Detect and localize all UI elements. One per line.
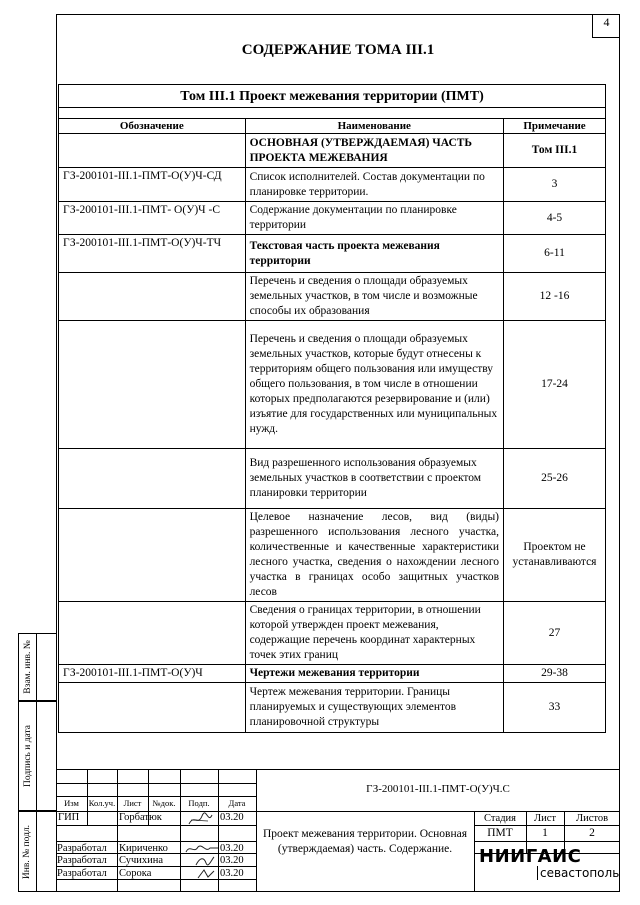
- signature-suchikhina: [194, 855, 216, 867]
- company-logo: НИИГАИС севастополь: [479, 846, 620, 880]
- person-name: Кириченко: [119, 843, 168, 854]
- table-row: ГЗ-200101-III.1-ПМТ-О(У)Ч-ТЧ Текстовая часть проекта межевания территории 6-11: [59, 235, 606, 273]
- table-row: ГЗ-200101-III.1-ПМТ- О(У)Ч -С Содержание документации по планировке территории 4-5: [59, 202, 606, 235]
- volume-title: Том III.1 Проект межевания территории (ПМТ): [59, 85, 606, 108]
- page-title: СОДЕРЖАНИЕ ТОМА III.1: [241, 42, 435, 58]
- table-row: Чертеж межевания территории. Границы планируемых и существующих элементов планировочной структуры 33: [59, 683, 606, 733]
- stamp-signature-date: Подпись и дата: [18, 701, 56, 811]
- person-name: Горбатюк: [119, 812, 162, 823]
- title-block: ГЗ-200101-III.1-ПМТ-О(У)Ч.С Изм Кол.уч. Лист №док. Подп. Дата ГИП Горбатюк 03.20 Разработал Кириченко 03.20 Разработал Сучихина 03.20 Разработал Сорока 03.20 Проект межевания территории. Основная (утверждаемая) часть. Содержание. Стадия Лист Листов ПМТ 1 2: [56, 769, 620, 892]
- sheet-description: Проект межевания территории. Основная (утверждаемая) часть. Содержание.: [262, 828, 468, 855]
- table-row: Перечень и сведения о площади образуемых земельных участков, в том числе и возможные способы их образования 12 -16: [59, 273, 606, 321]
- person-name: Сорока: [119, 868, 152, 879]
- table-row: ГЗ-200101-III.1-ПМТ-О(У)Ч-СД Список исполнителей. Состав документации по планировке территории. 3: [59, 168, 606, 202]
- signature-kirichenko: [184, 843, 220, 855]
- table-row: ОСНОВНАЯ (УТВЕРЖДАЕМАЯ) ЧАСТЬ ПРОЕКТА МЕЖЕВАНИЯ Том III.1: [59, 134, 606, 168]
- page-number: 4: [592, 14, 620, 38]
- signature-soroka: [196, 868, 216, 880]
- table-row: ГЗ-200101-III.1-ПМТ-О(У)Ч Чертежи межевания территории 29-38: [59, 665, 606, 683]
- column-header-note: Примечание: [504, 119, 606, 134]
- role-gip: ГИП: [58, 812, 80, 823]
- signature-gorbatyuk: [186, 812, 214, 828]
- stamp-inventory-original: Инв. № подл.: [18, 811, 56, 892]
- stamp-replace-inventory: Взам. инв. №: [18, 633, 56, 701]
- column-header-name: Наименование: [245, 119, 503, 134]
- contents-table: [58, 84, 606, 733]
- column-header-code: Обозначение: [59, 119, 246, 134]
- doc-code: ГЗ-200101-III.1-ПМТ-О(У)Ч.С: [366, 783, 510, 795]
- table-row: Вид разрешенного использования образуемых земельных участков в соответствии с проектом планировки территории 25-26: [59, 449, 606, 509]
- person-name: Сучихина: [119, 855, 164, 866]
- table-row: Перечень и сведения о площади образуемых земельных участков, которые будут отнесены к территориям общего пользования или имуществу общего пользования, в том числе в отношении которых предполагаются резервирование и (или) изъятие для государственных или муниципальных нужд. 17-24: [59, 321, 606, 449]
- table-row: Целевое назначение лесов, вид (виды) разрешенного использования лесного участка, количественные и качественные характеристики лесного участка, сведения о нахождении лесного участка в границах особо защитных участков лесов Проектом не устанавливаются: [59, 509, 606, 602]
- table-row: Сведения о границах территории, в отношении которой утвержден проект межевания, содержащие перечень координат характерных точек этих границ 27: [59, 602, 606, 665]
